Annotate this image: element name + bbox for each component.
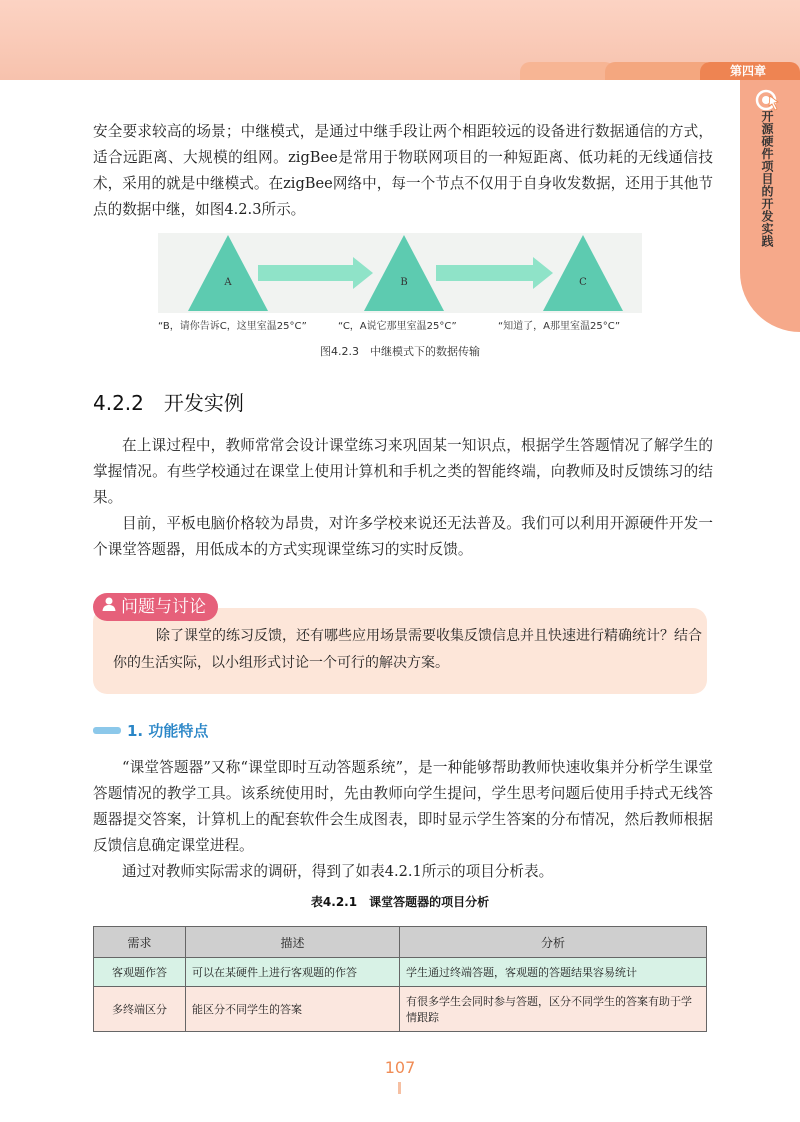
- table-cell: 多终端区分: [94, 987, 186, 1032]
- table-row: [94, 987, 707, 1032]
- discussion-badge: [93, 593, 218, 621]
- table-header: 需求: [94, 927, 186, 958]
- page-number: 107: [384, 1058, 416, 1077]
- features-paragraph-1: “课堂答题器”又称“课堂即时互动答题系统”，是一种能够帮助教师快速收集并分析学生课堂答题情况的教学工具。该系统使用时，先由教师向学生提问，学生思考问题后使用手持式无线答题器提交答案，计算机上的配套软件会生成图表，即时显示学生答案的分布情况，然后教师根据反馈信息确定课堂进程。: [93, 759, 713, 854]
- figure-title: 图4.2.3 中继模式下的数据传输: [320, 345, 480, 358]
- section-heading: 4.2.2 开发实例: [93, 391, 244, 415]
- table-header: 分析: [400, 927, 707, 958]
- side-tab: [740, 80, 800, 332]
- caption-a: “B，请你告诉C，这里室温25°C”: [158, 321, 307, 332]
- table-header-row: [94, 927, 707, 958]
- section-paragraph-2: 目前，平板电脑价格较为昂贵，对许多学校来说还无法普及。我们可以利用开源硬件开发一个课堂答题器，用低成本的方式实现课堂练习的实时反馈。: [93, 515, 713, 558]
- table-cell: 客观题作答: [94, 958, 186, 987]
- discussion-text: 除了课堂的练习反馈，还有哪些应用场景需要收集反馈信息并且快速进行精确统计？结合你的生活实际，以小组形式讨论一个可行的解决方案。: [113, 628, 702, 671]
- node-a-label: A: [224, 277, 232, 288]
- page-tick: [398, 1082, 401, 1094]
- features-paragraph-2: 通过对教师实际需求的调研，得到了如表4.2.1所示的项目分析表。: [122, 863, 554, 880]
- tap-hand-icon: [752, 88, 786, 112]
- chapter-label: 第四章: [700, 62, 800, 80]
- table-header: 描述: [186, 927, 400, 958]
- caption-c: “知道了，A那里室温25°C”: [498, 321, 621, 332]
- chapter-tab-decor-1: [520, 62, 615, 80]
- table-cell: 能区分不同学生的答案: [186, 987, 400, 1032]
- analysis-table: [93, 926, 707, 1032]
- chapter-tab-decor-2: [605, 62, 715, 80]
- people-icon: [101, 593, 117, 621]
- caption-b: “C，A说它那里室温25°C”: [338, 321, 457, 332]
- side-title: 开源硬件项目的开发实践: [760, 110, 774, 248]
- discussion-badge-label: 问题与讨论: [121, 597, 206, 617]
- node-b-label: B: [400, 277, 408, 288]
- heading-bar-icon: [93, 727, 121, 734]
- section-paragraph-1: 在上课过程中，教师常常会设计课堂练习来巩固某一知识点，根据学生答题情况了解学生的掌握情况。有些学校通过在课堂上使用计算机和手机之类的智能终端，向教师及时反馈练习的结果。: [93, 437, 713, 506]
- chapter-tabs: [520, 62, 800, 80]
- node-c-label: C: [579, 277, 587, 288]
- features-heading-label: 1. 功能特点: [127, 722, 209, 740]
- table-row: [94, 958, 707, 987]
- table-cell: 可以在某硬件上进行客观题的作答: [186, 958, 400, 987]
- table-cell: 学生通过终端答题，客观题的答题结果容易统计: [400, 958, 707, 987]
- table-cell: 有很多学生会同时参与答题，区分不同学生的答案有助于学情跟踪: [400, 987, 707, 1032]
- relay-figure: [158, 233, 642, 343]
- table-title: 表4.2.1 课堂答题器的项目分析: [310, 895, 490, 909]
- intro-paragraph: 安全要求较高的场景；中继模式，是通过中继手段让两个相距较远的设备进行数据通信的方式，适合远距离、大规模的组网。zigBee是常用于物联网项目的一种短距离、低功耗的无线通信技术，采用的就是中继模式。在zigBee网络中，每一个节点不仅用于自身收发数据，还用于其他节点的数据中继，如图4.2.3所示。: [93, 123, 713, 218]
- features-heading: [93, 720, 208, 741]
